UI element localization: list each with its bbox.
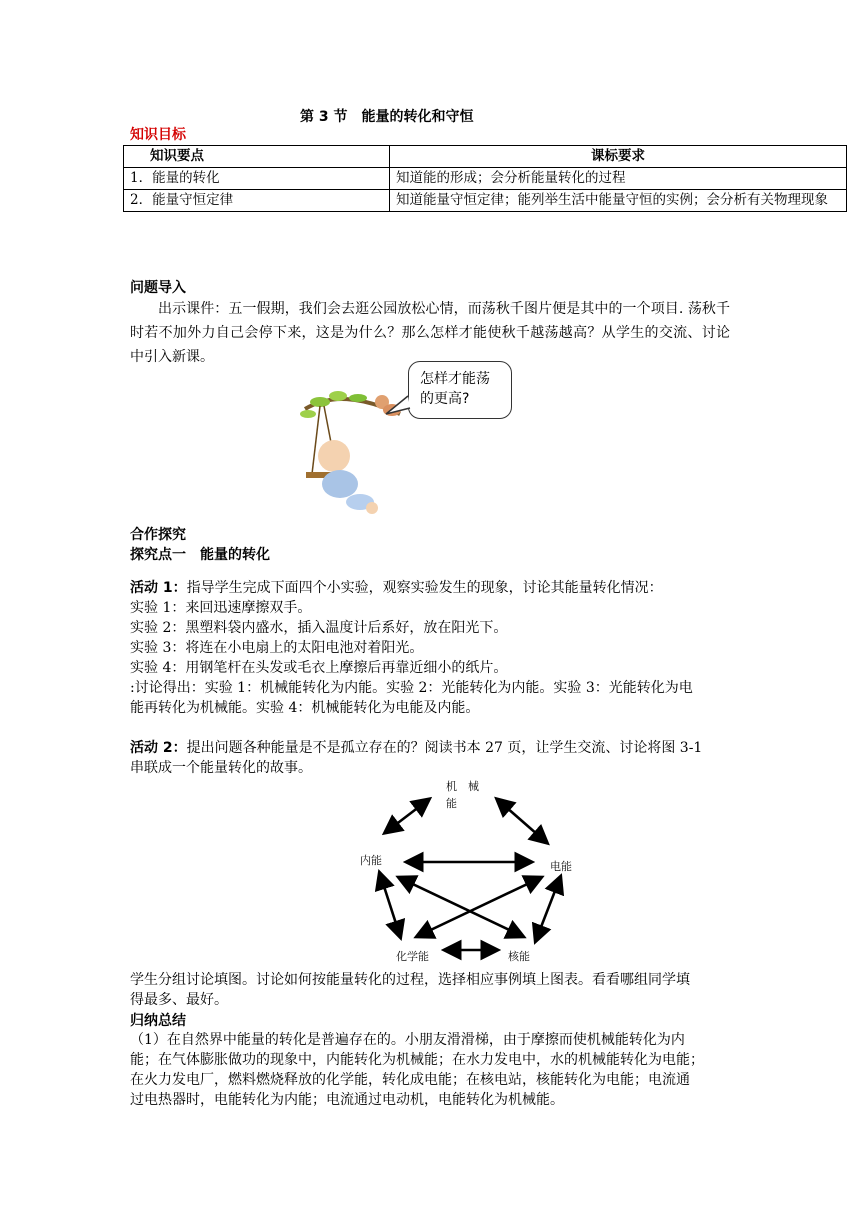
bubble-line: 怎样才能荡 <box>420 371 490 387</box>
table-row <box>124 190 847 212</box>
activity2-text-2: 串联成一个能量转化的故事。 <box>130 760 312 776</box>
experiment-3: 实验 3：将连在小电扇上的太阳电池对着阳光。 <box>130 640 424 656</box>
conclusion-line: 能再转化为机械能。实验 4：机械能转化为电能及内能。 <box>130 700 480 716</box>
discussion-line: 得最多、最好。 <box>130 992 228 1008</box>
node-chemical: 化学能 <box>396 950 429 963</box>
bubble-line: 的更高? <box>420 391 470 407</box>
intro-heading: 问题导入 <box>130 280 186 296</box>
knowledge-goal-heading: 知识目标 <box>130 127 186 143</box>
knowledge-table <box>123 145 847 212</box>
table-cell: 知道能的形成；会分析能量转化的过程 <box>390 168 847 190</box>
table-row <box>124 168 847 190</box>
node-electric: 电能 <box>550 860 572 873</box>
table-cell: 1．能量的转化 <box>124 168 390 190</box>
table-cell: 2．能量守恒定律 <box>124 190 390 212</box>
experiment-2: 实验 2：黑塑料袋内盛水，插入温度计后系好，放在阳光下。 <box>130 620 508 636</box>
summary-line: （1）在自然界中能量的转化是普遍存在的。小朋友滑滑梯，由于摩擦而使机械能转化为内 <box>130 1032 685 1048</box>
table-header-cell: 课标要求 <box>390 146 847 168</box>
section-title: 第 3 节 能量的转化和守恒 <box>300 109 474 125</box>
node-label: 能 <box>446 797 457 810</box>
summary-line: 在火力发电厂，燃料燃烧释放的化学能，转化成电能；在核电站，核能转化为电能；电流通 <box>130 1072 690 1088</box>
conclusion-line: :讨论得出：实验 1：机械能转化为内能。实验 2：光能转化为内能。实验 3：光能转化为电 <box>130 680 693 696</box>
experiment-4: 实验 4：用钢笔杆在头发或毛衣上摩擦后再靠近细小的纸片。 <box>130 660 508 676</box>
activity1-text: 指导学生完成下面四个小实验，观察实验发生的现象，讨论其能量转化情况： <box>186 580 663 596</box>
node-internal: 内能 <box>360 854 382 867</box>
activity2-label: 活动 2： <box>130 740 187 756</box>
activity2-intro <box>130 738 702 758</box>
intro-paragraph: 出示课件：五一假期，我们会去逛公园放松心情，而荡秋千图片便是其中的一个项目. 荡秋千时若不加外力自己会停下来，这是为什么？那么怎样才能使秋千越荡越高？从学生的交流、讨论中引入新课。 <box>130 301 730 365</box>
explore-heading: 合作探究 <box>130 527 186 543</box>
summary-line: 能；在气体膨胀做功的现象中，内能转化为机械能；在水力发电中，水的机械能转化为电能； <box>130 1052 704 1068</box>
summary-heading: 归纳总结 <box>130 1013 186 1029</box>
experiment-1: 实验 1：来回迅速摩擦双手。 <box>130 600 312 616</box>
table-header-cell: 知识要点 <box>124 146 390 168</box>
explore-subheading: 探究点一 能量的转化 <box>130 547 270 563</box>
activity1-intro <box>130 578 663 598</box>
summary-line: 过电热器时，电能转化为内能；电流通过电动机，电能转化为机械能。 <box>130 1092 564 1108</box>
table-cell: 知道能量守恒定律；能列举生活中能量守恒的实例；会分析有关物理现象 <box>390 190 847 212</box>
speech-bubble-text <box>420 369 490 409</box>
activity2-text: 提出问题各种能量是不是孤立存在的？阅读书本 27 页，让学生交流、讨论将图 3-1 <box>186 740 703 756</box>
speech-bubble-tail <box>384 394 414 418</box>
node-mechanical <box>446 778 479 812</box>
discussion-line: 学生分组讨论填图。讨论如何按能量转化的过程，选择相应事例填上图表。看看哪组同学填 <box>130 972 690 988</box>
node-label: 机 械 <box>446 780 479 793</box>
activity1-label: 活动 1： <box>130 580 187 596</box>
node-nuclear: 核能 <box>508 950 530 963</box>
table-header-row <box>124 146 847 168</box>
